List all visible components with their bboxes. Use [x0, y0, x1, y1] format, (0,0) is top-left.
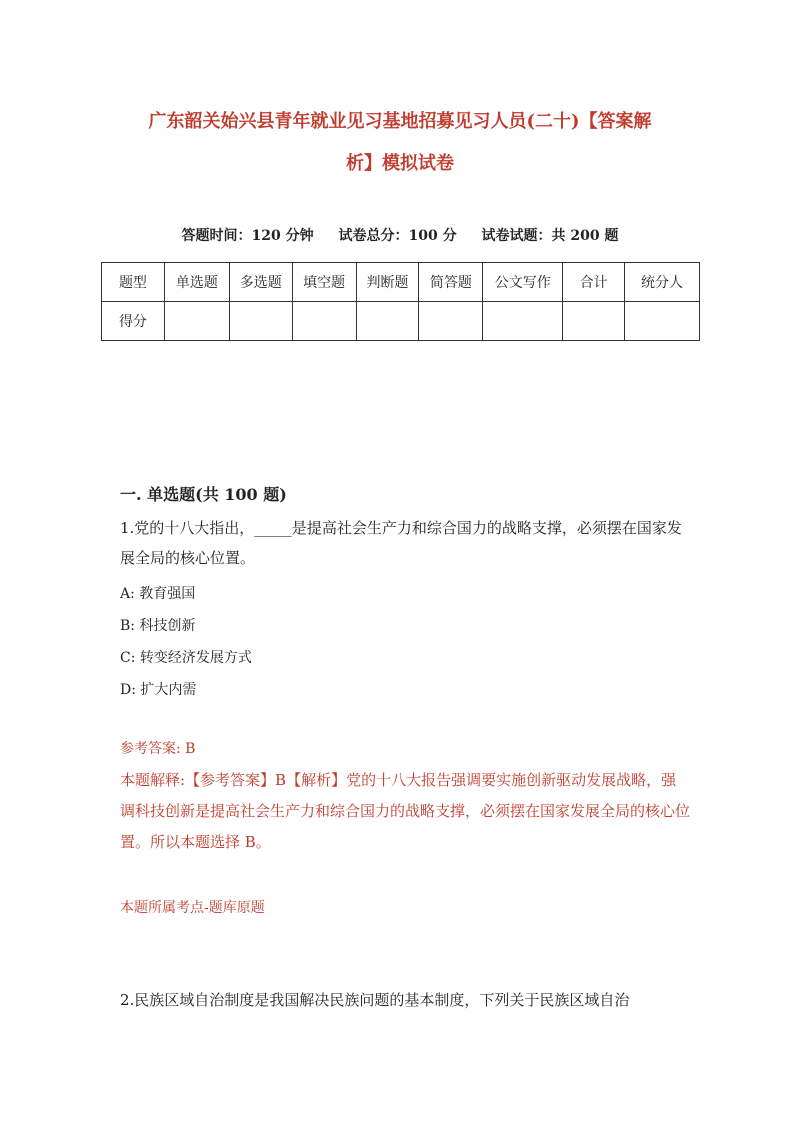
score-table-header-cell: 统分人 [625, 263, 700, 302]
score-table-header-cell: 合计 [563, 263, 625, 302]
score-table-header-cell: 公文写作 [483, 263, 563, 302]
question-1-option-c: C: 转变经济发展方式 [120, 650, 252, 666]
score-table-score-row [102, 302, 700, 341]
score-table-header-cell: 题型 [102, 263, 165, 302]
score-table-header-cell: 简答题 [419, 263, 483, 302]
score-cell [292, 302, 356, 341]
score-table-header-cell: 填空题 [292, 263, 356, 302]
exam-title-line1: 广东韶关始兴县青年就业见习基地招募见习人员(二十)【答案解 [148, 111, 652, 132]
question-2-text: 2.民族区域自治制度是我国解决民族问题的基本制度，下列关于民族区域自治 [120, 991, 630, 1009]
score-table-header-cell: 判断题 [356, 263, 419, 302]
question-1-option-a: A: 教育强国 [120, 586, 196, 602]
exam-total-score: 试卷总分：100 分 [338, 228, 457, 244]
exam-question-count: 试卷试题：共 200 题 [481, 228, 619, 244]
question-1-option-d: D: 扩大内需 [120, 682, 197, 698]
question-1-explanation: 本题解释:【参考答案】B【解析】党的十八大报告强调要实施创新驱动发展战略，强调科技创新是提高社会生产力和综合国力的战略支撑，必须摆在国家发展全局的核心位置。所以本题选择 B。 [120, 771, 691, 851]
score-cell [164, 302, 229, 341]
exam-title-line2: 析】模拟试卷 [346, 153, 454, 174]
score-row-label: 得分 [102, 302, 165, 341]
exam-time: 答题时间：120 分钟 [181, 228, 314, 244]
section-title: 一. 单选题(共 100 题) [120, 485, 287, 504]
score-table [101, 262, 700, 341]
score-cell [229, 302, 292, 341]
score-cell [419, 302, 483, 341]
score-table-header-cell: 多选题 [229, 263, 292, 302]
question-1-option-b: B: 科技创新 [120, 618, 196, 634]
score-cell [356, 302, 419, 341]
question-1-source: 本题所属考点-题库原题 [120, 900, 265, 916]
question-1-answer: 参考答案: B [120, 741, 196, 757]
score-cell [483, 302, 563, 341]
score-table-header-row [102, 263, 700, 302]
question-1-text: 1.党的十八大指出，_____是提高社会生产力和综合国力的战略支撑，必须摆在国家发展全局的核心位置。 [120, 519, 682, 567]
exam-meta [100, 225, 700, 245]
score-cell [563, 302, 625, 341]
score-cell [625, 302, 700, 341]
score-table-header-cell: 单选题 [164, 263, 229, 302]
